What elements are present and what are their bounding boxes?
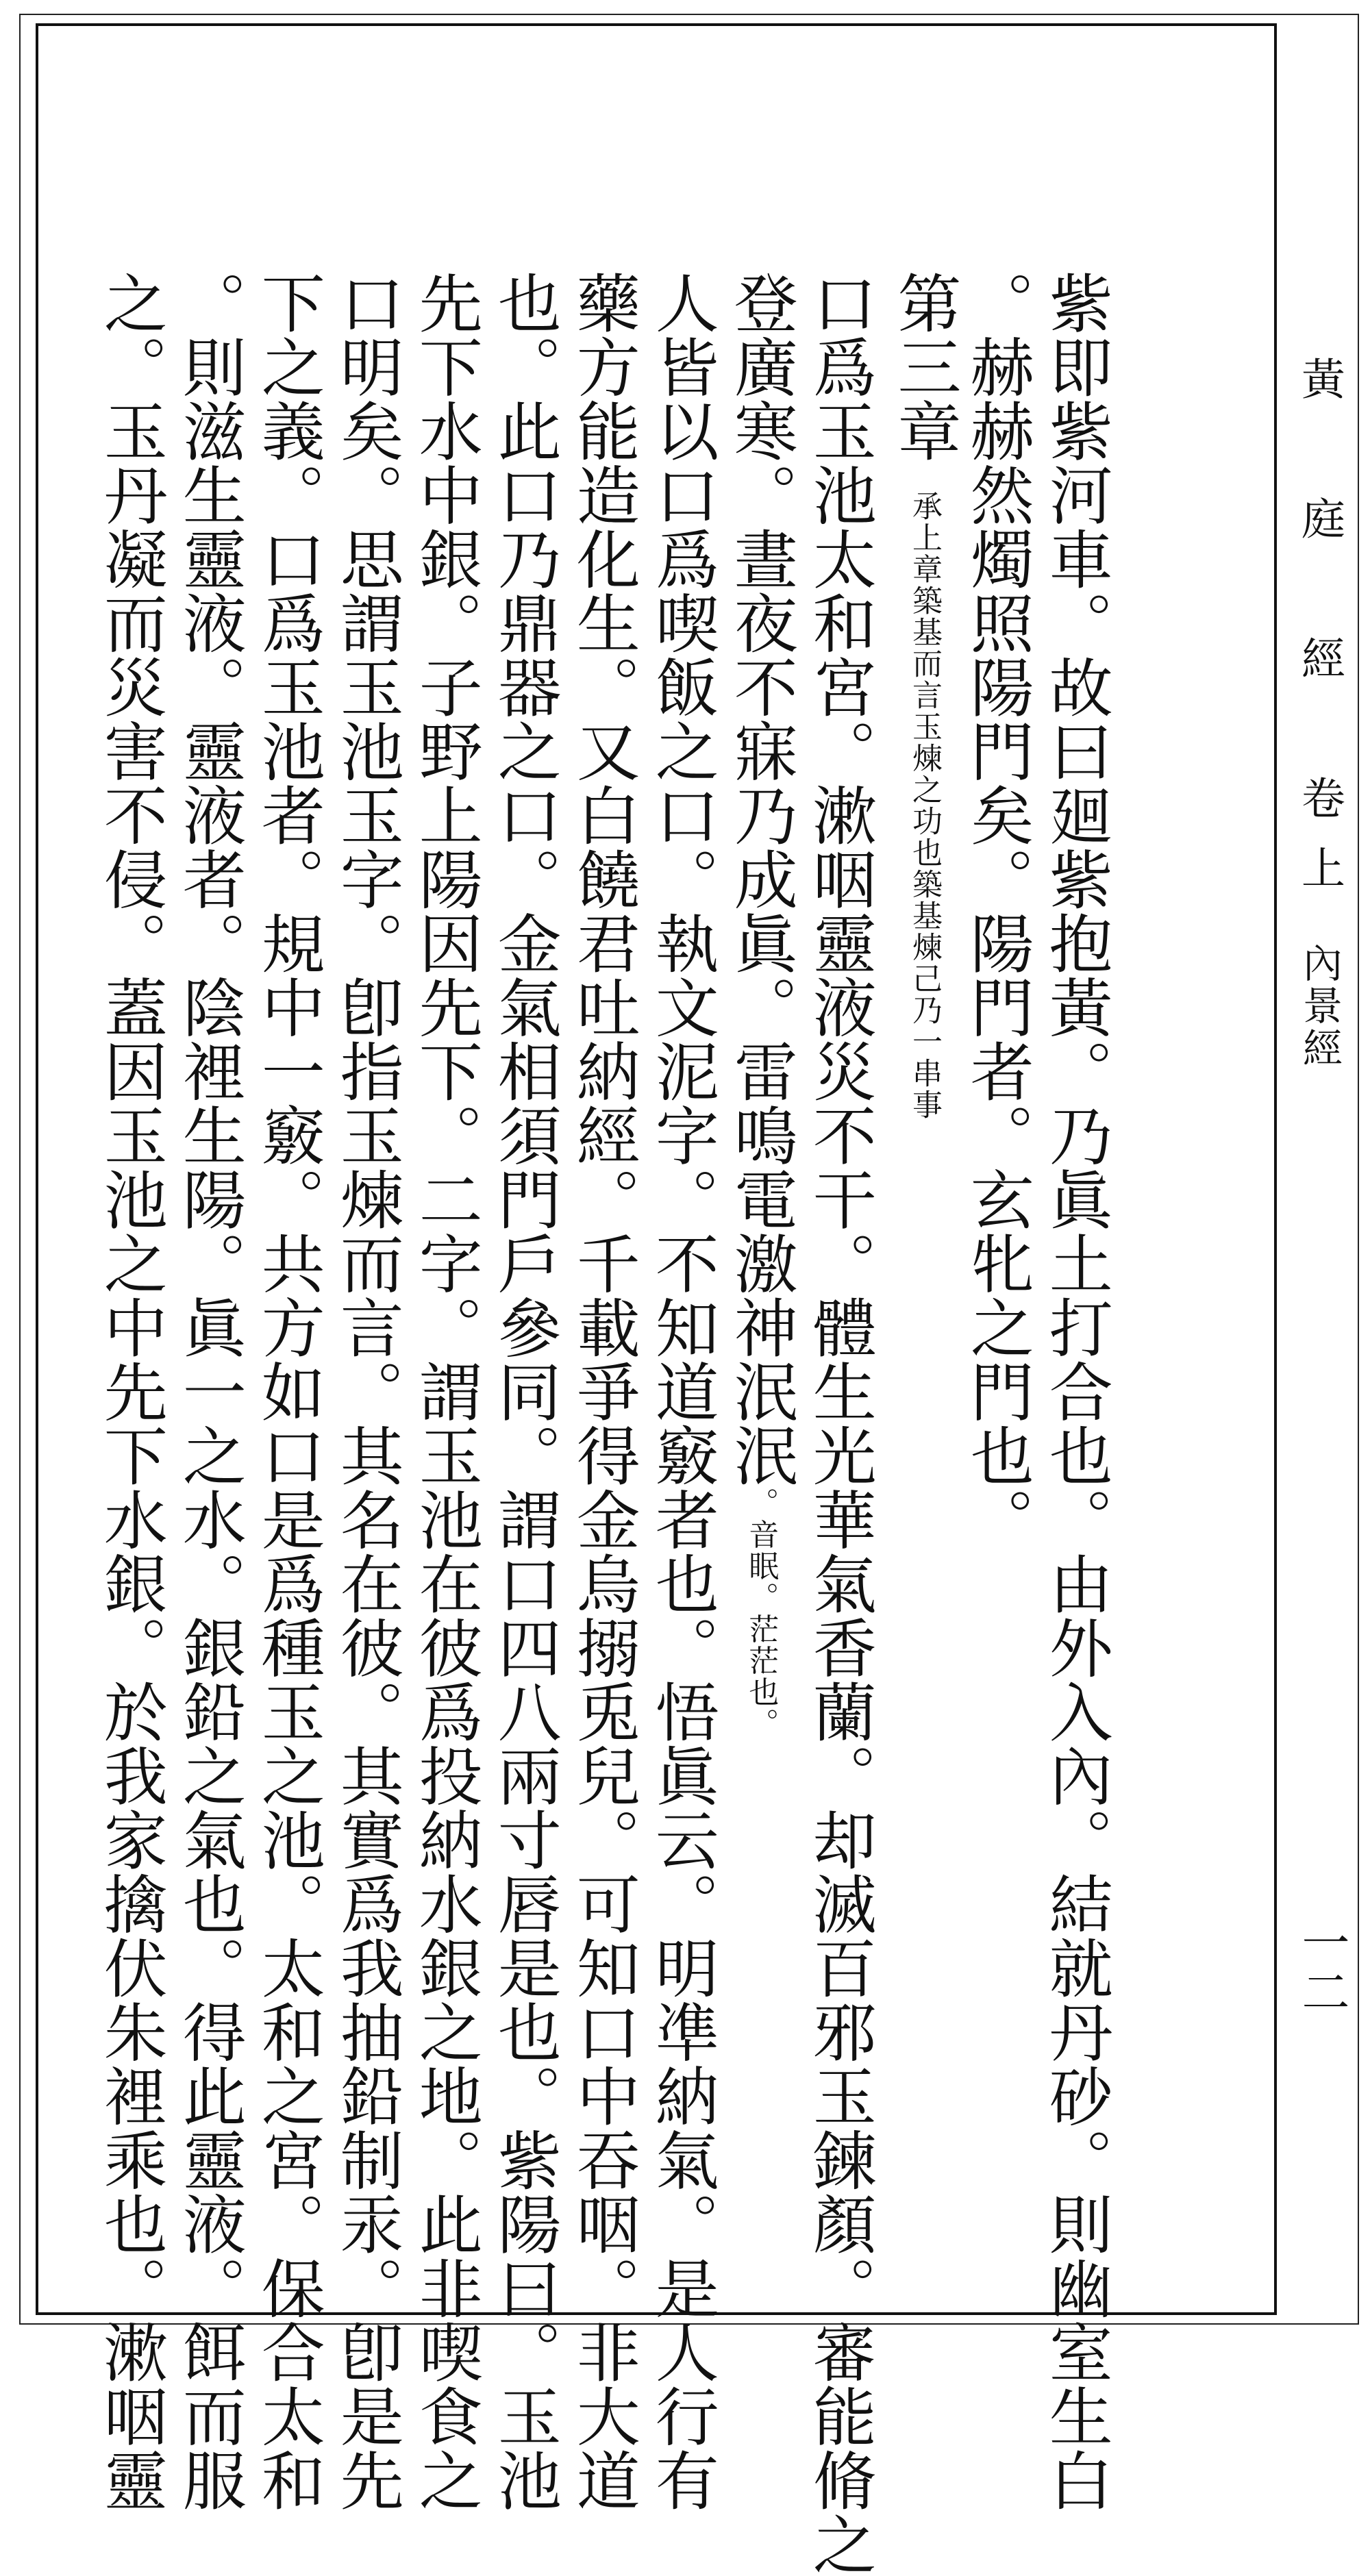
text-column: 也。此口乃鼎器之口。金氣相須門戶參同。謂口四八兩寸唇是也。紫陽曰。玉池 [487,271,562,2512]
text-column: 下之義。口爲玉池者。規中一竅。共方如口是爲種玉之池。太和之宮。保合太和 [251,271,325,2512]
text-column: 藥方能造化生。又白饒君吐納經。千載爭得金烏搦兎兒。可知口中吞咽。非大道 [566,271,640,2512]
header-title: 黃 庭 經 卷上 [1294,356,1345,915]
text-column: 人皆以口爲喫飯之口。執文泥字。不知道竅者也。悟眞云。明凖納氣。是人行有 [645,271,719,2512]
body-text [93,271,1117,2576]
text-column [721,271,800,1740]
text-column: 。則滋生靈液。靈液者。陰裡生陽。眞一之水。銀鉛之氣也。得此靈液。餌而服 [172,271,247,2512]
text-column: 之。玉丹凝而災害不侵。蓋因玉池之中先下水銀。於我家擒伏朱裡乘也。漱咽靈 [93,271,168,2512]
chapter-note: 承上章築基而言玉煉之功也築基煉己乃一串事 [907,490,942,1121]
chapter-heading-column [878,271,970,1121]
page-number: 一二 [1294,1918,1350,2016]
text-column: 口爲玉池太和宮。漱咽靈液災不干。體生光華氣香蘭。却滅百邪玉鍊顏。審能脩之 [802,271,877,2576]
running-header [1288,356,1351,1070]
header-section: 內景經 [1296,942,1343,1070]
chapter-title: 第三章 [887,271,961,463]
text-column: 口明矣。思謂玉池玉字。卽指玉煉而言。其名在彼。其實爲我抽鉛制汞。卽是先 [329,271,404,2512]
text-column: 紫即紫河車。故曰廻紫抱黃。乃眞土打合也。由外入內。結就丹砂。則幽室生白 [1038,271,1113,2512]
text-run: 登廣寒。晝夜不寐乃成眞。雷鳴電激神泯泯 [723,271,798,1488]
text-column: 先下水中銀。子野上陽因先下。二字。謂玉池在彼爲投納水銀之地。此非喫食之 [408,271,483,2512]
text-column: 。赫赫然燭照陽門矣。陽門者。玄牝之門也。 [960,271,1034,1551]
inline-note: 。音眠。茫茫也。 [743,1487,779,1740]
